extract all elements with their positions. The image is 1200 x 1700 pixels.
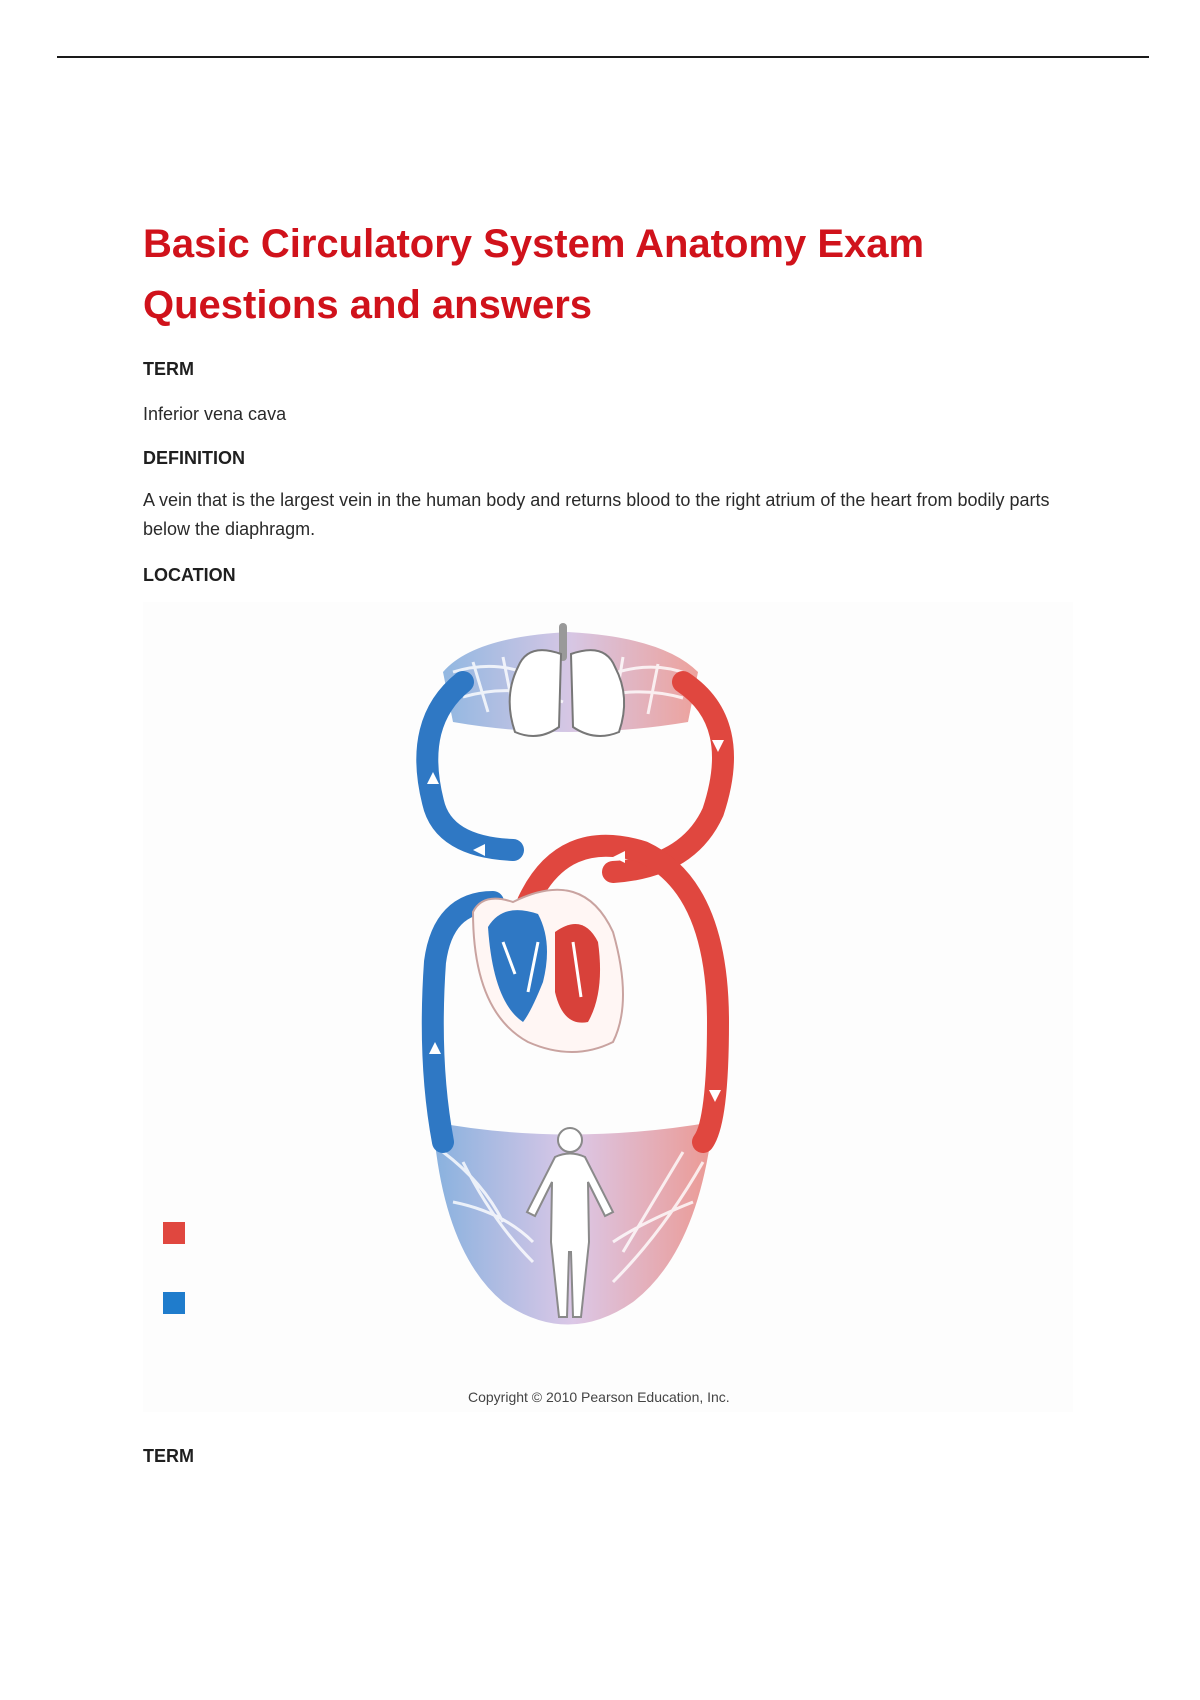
legend-swatch-deoxygenated xyxy=(163,1292,185,1314)
location-label: LOCATION xyxy=(143,565,236,585)
legend-swatch-oxygenated xyxy=(163,1222,185,1244)
heart-icon xyxy=(473,890,623,1052)
page-title: Basic Circulatory System Anatomy Exam Questions and answers xyxy=(143,222,925,327)
term-value: Inferior vena cava xyxy=(143,404,287,424)
circulation-diagram xyxy=(143,602,1073,1412)
pulmonary-capillary-bed xyxy=(443,632,698,732)
definition-label: DEFINITION xyxy=(143,448,245,468)
definition-text: A vein that is the largest vein in the human body and returns blood to the right atrium of the heart from bodily parts below the diaphragm. xyxy=(143,490,1050,539)
figure-copyright: Copyright © 2010 Pearson Education, Inc. xyxy=(468,1389,730,1405)
circulation-diagram-svg xyxy=(143,602,1073,1412)
next-term-label: TERM xyxy=(143,1446,194,1466)
term-label: TERM xyxy=(143,359,194,379)
top-rule xyxy=(57,56,1149,58)
